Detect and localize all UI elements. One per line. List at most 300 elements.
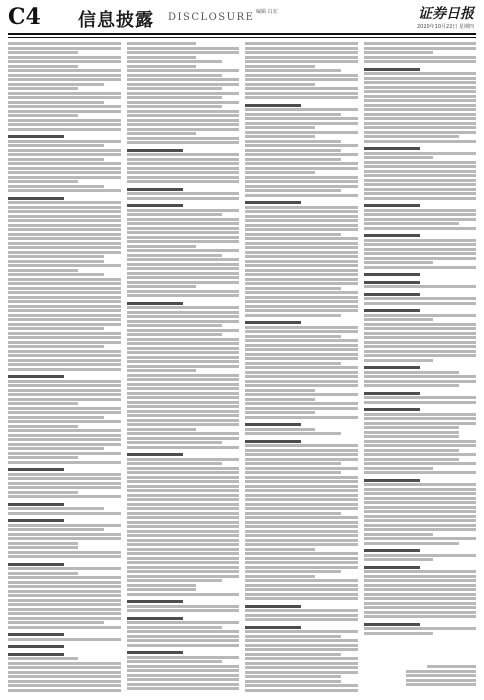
text-line (364, 354, 477, 357)
text-line (8, 135, 64, 138)
text-line (364, 293, 420, 296)
text-line (127, 351, 240, 354)
text-line (406, 679, 476, 682)
text-line (245, 666, 358, 669)
text-line (127, 285, 197, 288)
text-line (8, 380, 121, 383)
text-line (245, 135, 315, 138)
column-4 (364, 42, 477, 692)
text-line (364, 81, 477, 84)
issue-date: 2020年10月22日 星期四 (416, 24, 474, 30)
text-line (245, 314, 341, 317)
text-line (245, 507, 358, 510)
text-line (245, 389, 315, 392)
text-line (127, 333, 223, 336)
text-line (127, 410, 240, 413)
text-line (127, 42, 197, 45)
text-line (127, 294, 240, 297)
text-line (245, 579, 358, 582)
text-line (245, 149, 341, 152)
text-line (127, 600, 183, 603)
text-line (245, 167, 358, 170)
text-line (245, 237, 358, 240)
text-line (245, 171, 315, 174)
text-line (364, 234, 420, 237)
text-line (364, 297, 477, 300)
text-line (245, 476, 358, 479)
text-line (8, 461, 121, 464)
text-line (8, 468, 64, 471)
text-line (245, 588, 358, 591)
text-line (245, 357, 358, 360)
text-line (8, 512, 121, 515)
text-line (245, 416, 358, 419)
text-line (245, 444, 358, 447)
text-line (245, 51, 358, 54)
text-line (8, 563, 64, 566)
text-line (364, 68, 420, 71)
text-line (8, 402, 78, 405)
text-line (127, 96, 223, 99)
text-line (127, 315, 240, 318)
text-line (127, 561, 240, 564)
text-line (127, 254, 223, 257)
text-line (127, 128, 240, 131)
editor-info: 编辑 白宏 (256, 9, 278, 15)
text-line (127, 365, 240, 368)
text-line (8, 486, 121, 489)
text-line (8, 425, 78, 428)
text-line (245, 330, 358, 333)
text-line (127, 512, 240, 515)
text-line (245, 215, 358, 218)
text-line (364, 501, 477, 504)
text-line (8, 368, 121, 371)
text-line (245, 113, 341, 116)
text-line (245, 65, 315, 68)
text-line (8, 684, 121, 687)
text-line (8, 537, 121, 540)
text-line (127, 539, 240, 542)
text-line (8, 51, 78, 54)
text-line (8, 384, 121, 387)
text-line (127, 534, 240, 537)
text-line (245, 242, 358, 245)
text-line (127, 609, 240, 612)
text-line (127, 665, 240, 668)
text-line (245, 278, 358, 281)
text-line (127, 158, 240, 161)
text-line (245, 626, 301, 629)
text-line (364, 90, 477, 93)
text-line (127, 137, 240, 140)
text-line (364, 359, 434, 362)
text-line (364, 77, 477, 80)
text-line (245, 635, 341, 638)
text-line (364, 584, 477, 587)
text-line (127, 485, 240, 488)
text-line (8, 176, 121, 179)
text-line (245, 339, 358, 342)
text-line (245, 428, 315, 431)
text-line (245, 87, 358, 90)
text-line (364, 593, 477, 596)
text-line (8, 260, 104, 263)
text-line (364, 483, 477, 486)
text-line (8, 473, 121, 476)
text-line (245, 162, 358, 165)
text-line (8, 477, 121, 480)
text-line (8, 336, 121, 339)
text-line (364, 345, 477, 348)
text-line (127, 503, 240, 506)
text-line (8, 278, 121, 281)
text-line (364, 515, 477, 518)
text-line (245, 246, 358, 249)
text-line (127, 530, 240, 533)
text-line (364, 209, 477, 212)
text-line (127, 272, 240, 275)
text-line (127, 401, 240, 404)
text-line (127, 263, 240, 266)
text-line (127, 630, 240, 633)
text-line (8, 585, 121, 588)
text-line (245, 344, 358, 347)
text-line (8, 375, 64, 378)
text-line (8, 638, 121, 641)
text-line (127, 74, 223, 77)
text-line (127, 635, 240, 638)
text-line (8, 507, 104, 510)
text-line (127, 101, 240, 104)
text-line (245, 402, 358, 405)
text-line (8, 456, 78, 459)
text-line (8, 626, 121, 629)
text-line (8, 617, 121, 620)
text-line (127, 347, 240, 350)
text-line (364, 623, 420, 626)
text-line (8, 144, 104, 147)
text-line (8, 287, 121, 290)
text-line (245, 176, 358, 179)
text-line (8, 69, 121, 72)
column-2-text (127, 42, 240, 692)
text-line (127, 236, 240, 239)
text-line (364, 566, 420, 569)
text-line (127, 311, 240, 314)
text-line (127, 507, 240, 510)
text-line (245, 516, 358, 519)
text-line (127, 324, 223, 327)
column-3-text (245, 42, 358, 692)
text-line (8, 542, 78, 545)
text-line (127, 383, 240, 386)
text-line (127, 281, 240, 284)
text-line (245, 671, 358, 674)
text-line (127, 419, 240, 422)
text-line (364, 174, 477, 177)
text-line (245, 432, 341, 435)
text-line (245, 47, 358, 50)
text-line (245, 675, 341, 678)
text-line (364, 302, 477, 305)
text-line (364, 56, 477, 59)
text-line (8, 594, 121, 597)
text-line (245, 566, 358, 569)
text-line (364, 392, 420, 395)
text-line (127, 51, 240, 54)
text-line (127, 209, 240, 212)
text-line (127, 329, 240, 332)
text-line (127, 557, 240, 560)
text-line (8, 47, 121, 50)
text-line (245, 366, 358, 369)
text-line (8, 416, 104, 419)
text-line (364, 602, 477, 605)
text-line (245, 144, 358, 147)
text-line (364, 588, 477, 591)
text-line (127, 167, 240, 170)
text-line (364, 42, 477, 45)
text-line (364, 492, 477, 495)
text-line (127, 65, 197, 68)
text-line (245, 264, 358, 267)
text-line (8, 345, 104, 348)
text-line (127, 441, 223, 444)
text-line (245, 251, 358, 254)
text-line (245, 305, 358, 308)
text-line (364, 95, 477, 98)
text-line (245, 384, 358, 387)
text-line (364, 161, 477, 164)
text-line (127, 302, 183, 305)
text-line (245, 534, 358, 537)
text-line (8, 42, 121, 45)
text-line (364, 239, 477, 242)
text-line (127, 149, 183, 152)
text-line (245, 462, 341, 465)
text-line (245, 503, 358, 506)
text-line (364, 222, 460, 225)
text-line (8, 128, 121, 131)
text-line (8, 657, 78, 660)
text-line (364, 449, 460, 452)
text-line (364, 519, 477, 522)
text-line (364, 135, 460, 138)
text-line (127, 123, 240, 126)
text-line (364, 273, 420, 276)
text-line (8, 180, 78, 183)
text-line (364, 266, 477, 269)
text-line (245, 411, 315, 414)
text-line (364, 218, 477, 221)
text-line (127, 498, 240, 501)
text-line (245, 255, 358, 258)
text-line (364, 60, 477, 63)
text-line (8, 149, 121, 152)
text-line (245, 552, 358, 555)
text-line (245, 498, 358, 501)
text-line (245, 449, 358, 452)
text-line (127, 56, 197, 59)
text-line (364, 257, 477, 260)
text-line (127, 516, 240, 519)
text-line (127, 306, 240, 309)
text-line (245, 362, 341, 365)
text-line (8, 105, 121, 108)
text-line (245, 407, 358, 410)
text-line (127, 114, 240, 117)
text-line (127, 476, 240, 479)
text-line (127, 378, 240, 381)
text-line (8, 546, 78, 549)
text-line (127, 338, 240, 341)
text-line (127, 110, 240, 113)
text-line (364, 188, 477, 191)
text-line (364, 197, 477, 200)
text-line (364, 318, 434, 321)
text-line (364, 384, 460, 387)
text-line (8, 87, 78, 90)
text-line (8, 251, 121, 254)
text-line (8, 314, 121, 317)
text-line (245, 153, 358, 156)
text-line (127, 494, 240, 497)
text-line (8, 519, 64, 522)
text-line (127, 543, 240, 546)
text-line (245, 206, 358, 209)
text-line (127, 240, 240, 243)
text-line (127, 584, 197, 587)
text-line (364, 632, 434, 635)
text-line (8, 171, 121, 174)
text-line (8, 438, 121, 441)
text-line (127, 374, 240, 377)
text-line (8, 671, 121, 674)
text-line (127, 290, 240, 293)
text-line (364, 350, 477, 353)
text-line (8, 675, 121, 678)
text-line (245, 273, 358, 276)
text-line (364, 524, 477, 527)
text-line (364, 183, 477, 186)
text-line (127, 656, 240, 659)
text-line (127, 78, 240, 81)
page-code: C4 (8, 4, 41, 30)
text-line (364, 380, 477, 383)
text-line (127, 320, 240, 323)
text-line (127, 222, 240, 225)
text-line (245, 233, 341, 236)
text-line (8, 528, 104, 531)
text-line (245, 597, 358, 600)
text-line (364, 285, 477, 288)
text-line (245, 140, 341, 143)
text-line (364, 309, 420, 312)
text-line (245, 158, 341, 161)
text-line (364, 558, 434, 561)
text-line (8, 555, 121, 558)
signature-block (406, 665, 476, 686)
text-line (127, 227, 240, 230)
text-line (245, 335, 341, 338)
text-line (8, 341, 121, 344)
text-line (127, 639, 240, 642)
text-line (364, 533, 434, 536)
text-line (364, 227, 477, 230)
text-line (127, 180, 240, 183)
text-line (364, 528, 477, 531)
text-line (364, 51, 434, 54)
text-line (8, 524, 121, 527)
text-line (8, 246, 121, 249)
text-line (364, 371, 460, 374)
text-line (245, 471, 341, 474)
text-line (364, 408, 420, 411)
text-line (364, 341, 477, 344)
text-line (245, 648, 358, 651)
text-line (127, 480, 240, 483)
text-line (127, 276, 240, 279)
text-line (8, 603, 121, 606)
text-line (8, 269, 78, 272)
text-line (127, 566, 240, 569)
text-line (127, 105, 223, 108)
text-line (245, 684, 358, 687)
text-line (8, 608, 121, 611)
text-line (364, 131, 477, 134)
text-line (8, 429, 121, 432)
text-line (127, 176, 240, 179)
text-line (127, 249, 240, 252)
text-line (127, 245, 197, 248)
text-line (8, 491, 78, 494)
text-line (127, 162, 240, 165)
text-line (245, 56, 358, 59)
text-line (127, 660, 223, 663)
text-line (364, 401, 477, 404)
text-line (364, 467, 434, 470)
text-line (8, 567, 121, 570)
text-line (8, 581, 121, 584)
text-line (245, 224, 358, 227)
text-line (364, 72, 477, 75)
text-line (8, 56, 121, 59)
text-line (364, 510, 477, 513)
text-line (245, 584, 358, 587)
text-line (245, 321, 301, 324)
text-line (245, 60, 358, 63)
text-line (406, 683, 476, 686)
text-line (364, 597, 477, 600)
text-line (245, 371, 358, 374)
text-line (127, 231, 240, 234)
text-line (127, 692, 240, 693)
text-line (127, 47, 240, 50)
text-line (245, 228, 358, 231)
text-line (364, 248, 477, 251)
text-line (8, 255, 104, 258)
text-line (127, 683, 240, 686)
text-line (364, 413, 477, 416)
text-line (8, 273, 104, 276)
text-line (8, 92, 121, 95)
text-line (8, 78, 121, 81)
text-line (245, 539, 358, 542)
text-line (364, 165, 477, 168)
text-line (364, 471, 477, 474)
text-line (8, 167, 121, 170)
